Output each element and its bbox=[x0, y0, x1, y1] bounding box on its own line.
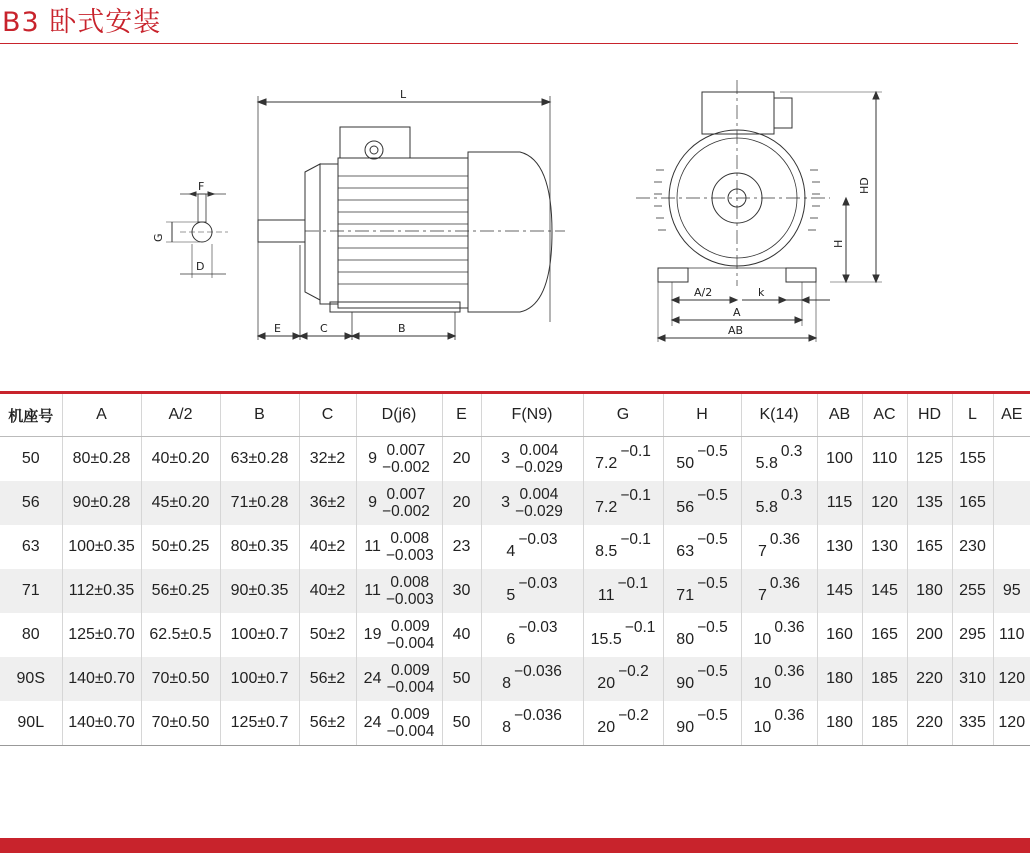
bottom-accent-bar bbox=[0, 838, 1030, 853]
g-base: 7.2 bbox=[595, 499, 618, 516]
h-sup: −0.5 bbox=[697, 707, 728, 724]
dim-label-k: k bbox=[758, 286, 765, 299]
cell-a2: 40±0.20 bbox=[141, 437, 220, 482]
dim-label-L: L bbox=[400, 88, 407, 101]
motor-end-view bbox=[636, 80, 882, 342]
f-base: 8 bbox=[502, 675, 512, 692]
d-base: 11 bbox=[364, 582, 381, 599]
cell-ab: 160 bbox=[817, 613, 862, 657]
f-base: 3 bbox=[501, 450, 511, 467]
cell-f bbox=[481, 569, 583, 613]
d-lower: −0.002 bbox=[382, 459, 430, 476]
g-base: 15.5 bbox=[590, 631, 622, 648]
g-sup: −0.2 bbox=[618, 707, 649, 724]
cell-model: 71 bbox=[0, 569, 62, 613]
cell-f bbox=[481, 481, 583, 525]
d-upper: 0.009 bbox=[390, 662, 430, 679]
cell-ae bbox=[993, 437, 1030, 482]
f-base: 6 bbox=[506, 631, 516, 648]
cell-f bbox=[481, 437, 583, 482]
cell-model: 50 bbox=[0, 437, 62, 482]
column-header: C bbox=[299, 394, 356, 437]
cell-c: 40±2 bbox=[299, 569, 356, 613]
cell-h bbox=[663, 437, 741, 482]
dim-label-F: F bbox=[198, 180, 205, 193]
table-row bbox=[0, 701, 1030, 746]
cell-h bbox=[663, 569, 741, 613]
table-row bbox=[0, 613, 1030, 657]
h-sup: −0.5 bbox=[697, 575, 728, 592]
d-base: 24 bbox=[363, 714, 382, 731]
d-base: 11 bbox=[364, 538, 381, 555]
k-sup: 0.36 bbox=[769, 531, 801, 548]
cell-a: 80±0.28 bbox=[62, 437, 141, 482]
k-sup: 0.3 bbox=[780, 443, 803, 460]
cell-l: 155 bbox=[952, 437, 993, 482]
h-base: 56 bbox=[676, 499, 695, 516]
cell-c: 56±2 bbox=[299, 701, 356, 746]
cell-a: 100±0.35 bbox=[62, 525, 141, 569]
cell-b: 90±0.35 bbox=[220, 569, 299, 613]
cell-a: 112±0.35 bbox=[62, 569, 141, 613]
cell-ab: 115 bbox=[817, 481, 862, 525]
f-base: 5 bbox=[506, 587, 516, 604]
g-base: 20 bbox=[597, 675, 616, 692]
column-header: B bbox=[220, 394, 299, 437]
cell-model: 56 bbox=[0, 481, 62, 525]
cell-ac: 130 bbox=[862, 525, 907, 569]
cell-hd: 165 bbox=[907, 525, 952, 569]
k-base: 10 bbox=[753, 675, 772, 692]
cell-d bbox=[356, 657, 442, 701]
cell-model: 90L bbox=[0, 701, 62, 746]
cell-hd: 125 bbox=[907, 437, 952, 482]
column-header: G bbox=[583, 394, 663, 437]
cell-ae bbox=[993, 525, 1030, 569]
cell-ae bbox=[993, 481, 1030, 525]
cell-d bbox=[356, 613, 442, 657]
cell-f bbox=[481, 613, 583, 657]
cell-e: 40 bbox=[442, 613, 481, 657]
k-base: 7 bbox=[757, 587, 767, 604]
g-base: 7.2 bbox=[595, 455, 618, 472]
dim-label-G: G bbox=[152, 233, 165, 242]
cell-b: 100±0.7 bbox=[220, 613, 299, 657]
cell-f bbox=[481, 525, 583, 569]
f-sup: −0.036 bbox=[514, 707, 562, 724]
g-sup: −0.1 bbox=[620, 443, 651, 460]
d-lower: −0.003 bbox=[385, 547, 434, 564]
cell-e: 50 bbox=[442, 657, 481, 701]
column-header: F(N9) bbox=[481, 394, 583, 437]
cell-a2: 62.5±0.5 bbox=[141, 613, 220, 657]
table-row bbox=[0, 525, 1030, 569]
cell-ae: 120 bbox=[993, 657, 1030, 701]
table-row bbox=[0, 569, 1030, 613]
cell-f bbox=[481, 657, 583, 701]
dim-label-HD: HD bbox=[858, 177, 871, 194]
cell-model: 80 bbox=[0, 613, 62, 657]
table-row bbox=[0, 657, 1030, 701]
cell-hd: 220 bbox=[907, 701, 952, 746]
h-base: 90 bbox=[676, 719, 695, 736]
cell-d bbox=[356, 525, 442, 569]
k-base: 7 bbox=[757, 543, 767, 560]
g-base: 11 bbox=[597, 587, 615, 604]
cell-l: 295 bbox=[952, 613, 993, 657]
cell-b: 80±0.35 bbox=[220, 525, 299, 569]
cell-a: 90±0.28 bbox=[62, 481, 141, 525]
h-sup: −0.5 bbox=[697, 487, 728, 504]
cell-e: 20 bbox=[442, 481, 481, 525]
k-sup: 0.36 bbox=[774, 707, 805, 724]
cell-g bbox=[583, 481, 663, 525]
page-title: B3 卧式安装 bbox=[2, 7, 162, 38]
cell-c: 56±2 bbox=[299, 657, 356, 701]
g-base: 20 bbox=[597, 719, 616, 736]
cell-e: 30 bbox=[442, 569, 481, 613]
cell-hd: 200 bbox=[907, 613, 952, 657]
cell-b: 63±0.28 bbox=[220, 437, 299, 482]
cell-ac: 120 bbox=[862, 481, 907, 525]
cell-ae: 120 bbox=[993, 701, 1030, 746]
f-lower: −0.029 bbox=[515, 503, 563, 520]
column-header: HD bbox=[907, 394, 952, 437]
d-base: 19 bbox=[363, 626, 382, 643]
k-sup: 0.36 bbox=[774, 663, 805, 680]
f-sup: −0.036 bbox=[514, 663, 562, 680]
h-sup: −0.5 bbox=[697, 619, 728, 636]
dim-label-A2: A/2 bbox=[694, 286, 713, 299]
cell-ab: 180 bbox=[817, 657, 862, 701]
cell-k bbox=[741, 437, 817, 482]
f-base: 4 bbox=[506, 543, 516, 560]
d-base: 24 bbox=[363, 670, 382, 687]
cell-g bbox=[583, 657, 663, 701]
dim-label-E: E bbox=[274, 322, 281, 335]
d-lower: −0.002 bbox=[382, 503, 430, 520]
k-base: 10 bbox=[753, 719, 772, 736]
d-upper: 0.007 bbox=[386, 442, 426, 459]
cell-a2: 56±0.25 bbox=[141, 569, 220, 613]
g-sup: −0.1 bbox=[620, 531, 651, 548]
cell-h bbox=[663, 613, 741, 657]
column-header: K(14) bbox=[741, 394, 817, 437]
d-lower: −0.004 bbox=[386, 635, 435, 652]
cell-ac: 110 bbox=[862, 437, 907, 482]
f-base: 8 bbox=[502, 719, 512, 736]
cell-l: 255 bbox=[952, 569, 993, 613]
cell-a: 125±0.70 bbox=[62, 613, 141, 657]
d-lower: −0.004 bbox=[386, 723, 435, 740]
table-row bbox=[0, 437, 1030, 482]
f-sup: −0.03 bbox=[518, 619, 558, 636]
column-header: 机座号 bbox=[0, 394, 62, 437]
dim-label-C: C bbox=[320, 322, 328, 335]
h-sup: −0.5 bbox=[697, 663, 728, 680]
cell-d bbox=[356, 701, 442, 746]
cell-hd: 135 bbox=[907, 481, 952, 525]
cell-k bbox=[741, 657, 817, 701]
cell-model: 63 bbox=[0, 525, 62, 569]
column-header: D(j6) bbox=[356, 394, 442, 437]
cell-d bbox=[356, 569, 442, 613]
h-base: 80 bbox=[676, 631, 695, 648]
cell-ab: 130 bbox=[817, 525, 862, 569]
cell-h bbox=[663, 701, 741, 746]
cell-ac: 185 bbox=[862, 657, 907, 701]
dimension-table-wrapper bbox=[0, 391, 1030, 746]
h-base: 63 bbox=[676, 543, 695, 560]
g-sup: −0.1 bbox=[617, 575, 649, 592]
cell-ab: 180 bbox=[817, 701, 862, 746]
cell-b: 71±0.28 bbox=[220, 481, 299, 525]
g-sup: −0.1 bbox=[624, 619, 656, 636]
cell-model: 90S bbox=[0, 657, 62, 701]
h-base: 50 bbox=[676, 455, 695, 472]
k-base: 5.8 bbox=[755, 455, 778, 472]
cell-ac: 185 bbox=[862, 701, 907, 746]
cell-g bbox=[583, 701, 663, 746]
cell-b: 125±0.7 bbox=[220, 701, 299, 746]
f-sup: −0.03 bbox=[518, 531, 558, 548]
d-upper: 0.007 bbox=[386, 486, 426, 503]
cell-l: 230 bbox=[952, 525, 993, 569]
table-body bbox=[0, 437, 1030, 746]
column-header: A/2 bbox=[141, 394, 220, 437]
f-lower: −0.029 bbox=[515, 459, 563, 476]
cell-c: 32±2 bbox=[299, 437, 356, 482]
cell-hd: 220 bbox=[907, 657, 952, 701]
cell-ab: 145 bbox=[817, 569, 862, 613]
k-sup: 0.36 bbox=[769, 575, 801, 592]
f-sup: −0.03 bbox=[518, 575, 558, 592]
table-row bbox=[0, 481, 1030, 525]
f-upper: 0.004 bbox=[519, 486, 559, 503]
cell-ae: 110 bbox=[998, 626, 1025, 643]
dim-label-H: H bbox=[832, 239, 845, 248]
cell-f bbox=[481, 701, 583, 746]
g-sup: −0.1 bbox=[620, 487, 651, 504]
cell-d bbox=[356, 437, 442, 482]
cell-ae: 95 bbox=[993, 569, 1030, 613]
table-header-row bbox=[0, 394, 1030, 437]
cell-c: 36±2 bbox=[299, 481, 356, 525]
cell-b: 100±0.7 bbox=[220, 657, 299, 701]
cell-e: 50 bbox=[442, 701, 481, 746]
d-base: 9 bbox=[368, 450, 378, 467]
h-sup: −0.5 bbox=[697, 443, 728, 460]
cell-k bbox=[741, 613, 817, 657]
d-upper: 0.009 bbox=[390, 706, 430, 723]
cell-a: 140±0.70 bbox=[62, 657, 141, 701]
cell-h bbox=[663, 481, 741, 525]
cell-g bbox=[583, 569, 663, 613]
cell-h bbox=[663, 657, 741, 701]
cell-l: 165 bbox=[952, 481, 993, 525]
column-header: A bbox=[62, 394, 141, 437]
k-sup: 0.36 bbox=[774, 619, 805, 636]
d-base: 9 bbox=[368, 494, 378, 511]
cell-a: 140±0.70 bbox=[62, 701, 141, 746]
k-base: 5.8 bbox=[755, 499, 778, 516]
cell-ac: 145 bbox=[862, 569, 907, 613]
cell-a2: 70±0.50 bbox=[141, 701, 220, 746]
k-sup: 0.3 bbox=[780, 487, 803, 504]
cell-k bbox=[741, 701, 817, 746]
column-header: AE bbox=[993, 394, 1030, 437]
cell-e: 23 bbox=[442, 525, 481, 569]
cell-l: 310 bbox=[952, 657, 993, 701]
d-upper: 0.008 bbox=[390, 530, 430, 547]
column-header: L bbox=[952, 394, 993, 437]
d-lower: −0.004 bbox=[386, 679, 435, 696]
column-header: AB bbox=[817, 394, 862, 437]
f-upper: 0.004 bbox=[519, 442, 559, 459]
cell-g bbox=[583, 437, 663, 482]
column-header: H bbox=[663, 394, 741, 437]
d-upper: 0.008 bbox=[390, 574, 430, 591]
g-base: 8.5 bbox=[595, 543, 618, 560]
k-base: 10 bbox=[753, 631, 772, 648]
dim-label-D: D bbox=[196, 260, 205, 273]
cell-c: 40±2 bbox=[299, 525, 356, 569]
motor-side-view bbox=[152, 88, 565, 340]
d-upper: 0.009 bbox=[390, 618, 430, 635]
f-base: 3 bbox=[501, 494, 511, 511]
g-sup: −0.2 bbox=[618, 663, 649, 680]
cell-d bbox=[356, 481, 442, 525]
column-header: AC bbox=[862, 394, 907, 437]
cell-ac: 165 bbox=[862, 613, 907, 657]
dimension-table bbox=[0, 394, 1030, 746]
dim-label-A: A bbox=[733, 306, 741, 319]
cell-g bbox=[583, 525, 663, 569]
cell-h bbox=[663, 525, 741, 569]
cell-l: 335 bbox=[952, 701, 993, 746]
d-lower: −0.003 bbox=[385, 591, 434, 608]
cell-c: 50±2 bbox=[299, 613, 356, 657]
cell-e: 20 bbox=[442, 437, 481, 482]
cell-k bbox=[741, 525, 817, 569]
cell-a2: 70±0.50 bbox=[141, 657, 220, 701]
dim-label-B: B bbox=[398, 322, 406, 335]
cell-k bbox=[741, 481, 817, 525]
cell-ab: 100 bbox=[817, 437, 862, 482]
h-sup: −0.5 bbox=[697, 531, 728, 548]
motor-dimension-drawing bbox=[0, 0, 1030, 390]
cell-hd: 180 bbox=[907, 569, 952, 613]
dim-label-AB: AB bbox=[728, 324, 744, 337]
h-base: 71 bbox=[676, 587, 695, 604]
cell-a2: 45±0.20 bbox=[141, 481, 220, 525]
cell-g bbox=[583, 613, 663, 657]
cell-k bbox=[741, 569, 817, 613]
h-base: 90 bbox=[676, 675, 695, 692]
column-header: E bbox=[442, 394, 481, 437]
cell-a2: 50±0.25 bbox=[141, 525, 220, 569]
